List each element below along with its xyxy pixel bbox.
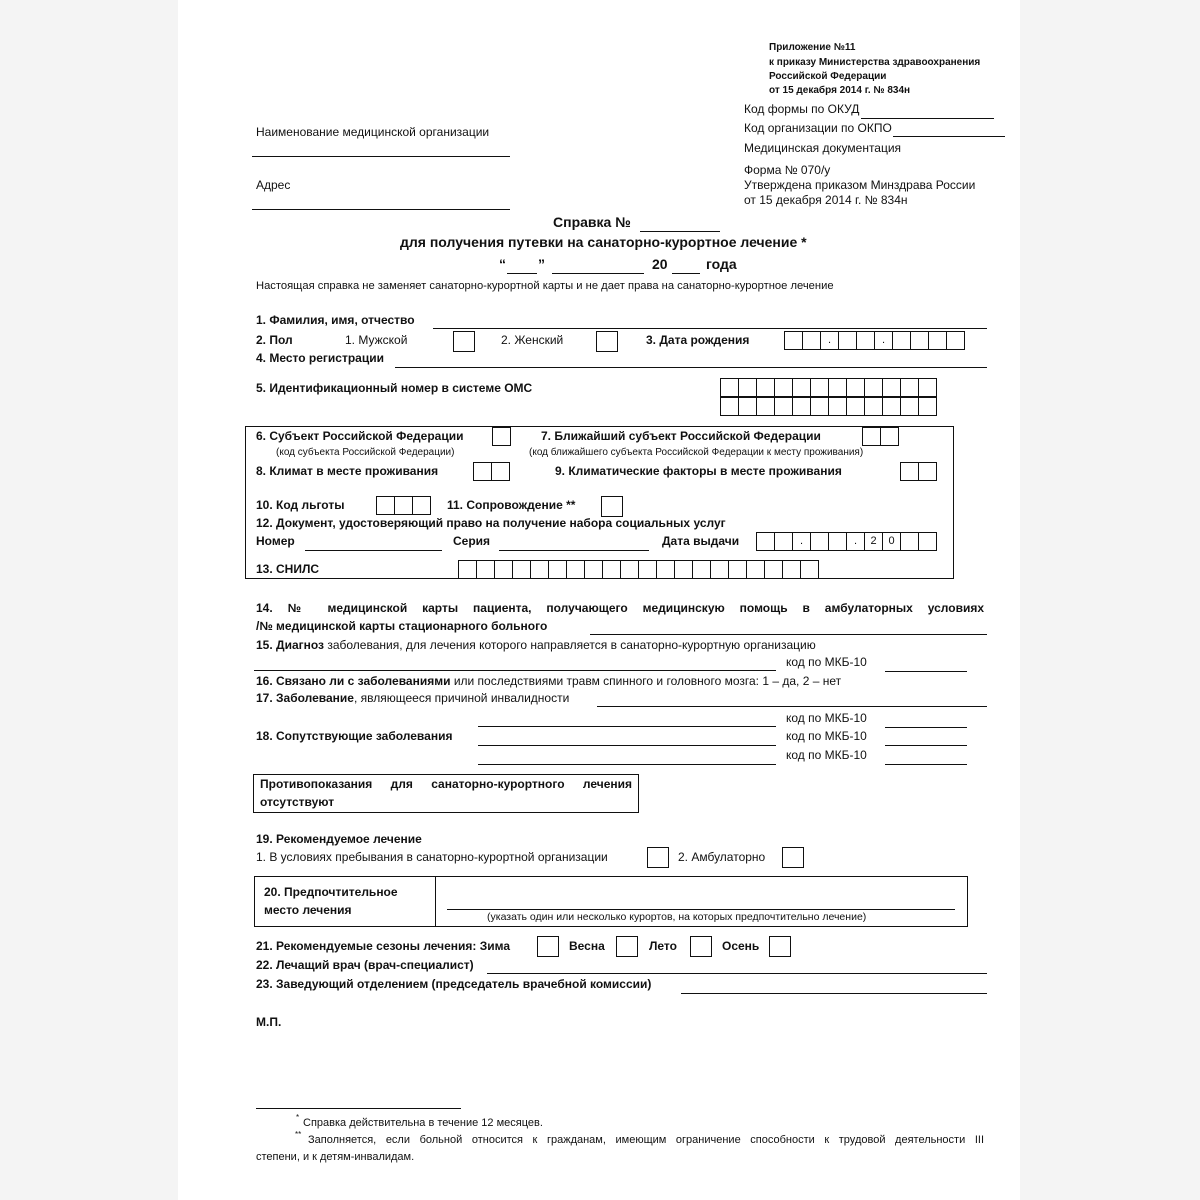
f22-label: 22. Лечащий врач (врач-специалист) xyxy=(256,958,474,972)
f23-label: 23. Заведующий отделением (председатель врачебной комиссии) xyxy=(256,977,652,991)
summer-checkbox[interactable] xyxy=(690,936,712,957)
cell[interactable] xyxy=(530,560,549,579)
cell[interactable]: . xyxy=(874,331,893,350)
fio-field[interactable] xyxy=(433,328,987,329)
preferred-place-divider xyxy=(435,877,436,926)
f12-series-label: Серия xyxy=(453,534,491,548)
f12-date-label: Дата выдачи xyxy=(662,534,740,548)
cell[interactable] xyxy=(800,560,819,579)
f11-label: 11. Сопровождение ** xyxy=(447,498,576,512)
appendix-line2: к приказу Министерства здравоохранения xyxy=(769,57,981,68)
cell[interactable] xyxy=(810,532,829,551)
year-field[interactable] xyxy=(672,273,700,274)
cell[interactable] xyxy=(864,396,883,416)
cell[interactable] xyxy=(710,560,729,579)
cell[interactable] xyxy=(828,378,847,398)
winter-checkbox[interactable] xyxy=(537,936,559,957)
cell[interactable] xyxy=(928,331,947,350)
approved-label: Утверждена приказом Минздрава России xyxy=(744,178,976,192)
cell[interactable] xyxy=(412,496,431,515)
sanatorium-checkbox[interactable] xyxy=(647,847,669,868)
mkb-label-17: код по МКБ-10 xyxy=(786,711,867,725)
concomitant-field-1[interactable] xyxy=(478,745,776,746)
cell[interactable] xyxy=(900,532,919,551)
cell[interactable] xyxy=(674,560,693,579)
cell[interactable] xyxy=(846,378,865,398)
oms-cells-row1[interactable] xyxy=(720,378,936,398)
footnote-star1: * xyxy=(296,1113,300,1122)
nearest-subject-cells[interactable] xyxy=(862,427,898,446)
med-docs-label: Медицинская документация xyxy=(744,141,902,155)
footnote-divider xyxy=(256,1108,461,1109)
cell[interactable] xyxy=(376,496,395,515)
f17-rest: , являющееся причиной инвалидности xyxy=(353,691,570,705)
mkb-field-18a[interactable] xyxy=(885,745,967,746)
cert-number-field[interactable] xyxy=(640,231,720,232)
f6-label: 6. Субъект Российской Федерации xyxy=(256,429,464,443)
f10-label: 10. Код льготы xyxy=(256,498,345,512)
cell[interactable] xyxy=(846,396,865,416)
document-number-field[interactable] xyxy=(305,550,442,551)
cell[interactable] xyxy=(918,378,937,398)
cell[interactable] xyxy=(810,378,829,398)
f4-label: 4. Место регистрации xyxy=(256,351,384,365)
org-name-label: Наименование медицинской организации xyxy=(256,125,490,139)
contra-line2: отсутствуют xyxy=(260,795,335,809)
cell[interactable] xyxy=(784,331,803,350)
f14-label-b: /№ медицинской карты стационарного больного xyxy=(256,619,548,633)
cell[interactable] xyxy=(656,560,675,579)
f19-opt2-label: 2. Амбулаторно xyxy=(678,850,766,864)
preferred-place-field[interactable] xyxy=(447,909,955,910)
f16-rest: или последствиями травм спинного и головного мозга: 1 – да, 2 – нет xyxy=(450,674,842,688)
cell[interactable] xyxy=(584,560,603,579)
concomitant-field-2[interactable] xyxy=(478,764,776,765)
cell[interactable] xyxy=(476,560,495,579)
cell[interactable] xyxy=(494,560,513,579)
f18-label: 18. Сопутствующие заболевания xyxy=(256,729,453,743)
registration-field[interactable] xyxy=(395,367,987,368)
disability-disease-field[interactable] xyxy=(597,706,987,707)
quote-close: ” xyxy=(538,256,545,272)
okud-label: Код формы по ОКУД xyxy=(744,102,860,116)
cell[interactable] xyxy=(918,532,937,551)
appendix-line3: Российской Федерации xyxy=(769,71,887,82)
cell[interactable] xyxy=(792,396,811,416)
okud-field[interactable] xyxy=(861,118,994,119)
f19-opt1-label: 1. В условиях пребывания в санаторно-курортной организации xyxy=(256,850,608,864)
cell[interactable] xyxy=(946,331,965,350)
cell[interactable] xyxy=(638,560,657,579)
f17-label xyxy=(256,692,569,706)
cell[interactable] xyxy=(900,396,919,416)
day-field[interactable] xyxy=(507,273,537,274)
cell[interactable] xyxy=(620,560,639,579)
cell[interactable] xyxy=(828,532,847,551)
cell[interactable] xyxy=(880,427,899,446)
snils-cells[interactable] xyxy=(458,560,818,579)
org-name-field[interactable] xyxy=(252,156,510,157)
document-series-field[interactable] xyxy=(499,550,649,551)
year-suffix: года xyxy=(706,256,737,272)
cell[interactable] xyxy=(900,462,919,481)
outpatient-checkbox[interactable] xyxy=(782,847,804,868)
contra-line1: Противопоказания для санаторно-курортного лечения xyxy=(260,777,632,791)
cell[interactable] xyxy=(810,396,829,416)
f7-label: 7. Ближайший субъект Российской Федерации xyxy=(541,429,821,443)
cell[interactable] xyxy=(864,378,883,398)
cell[interactable] xyxy=(738,378,757,398)
f17-bold: 17. Заболевание xyxy=(256,691,354,705)
cell[interactable] xyxy=(738,396,757,416)
cell[interactable] xyxy=(512,560,531,579)
cell[interactable] xyxy=(892,331,911,350)
footnote-text2-b: степени, и к детям-инвалидам. xyxy=(256,1151,415,1163)
mkb-field-18b[interactable] xyxy=(885,764,967,765)
cell[interactable] xyxy=(602,560,621,579)
cell[interactable] xyxy=(720,378,739,398)
cell[interactable] xyxy=(792,378,811,398)
head-field[interactable] xyxy=(681,993,987,994)
f8-label: 8. Климат в месте проживания xyxy=(256,464,439,478)
male-checkbox[interactable] xyxy=(453,331,475,352)
f14-label: 14. № медицинской карты пациента, получающего медицинскую помощь в амбулаторных условиях xyxy=(256,601,984,615)
mkb-label-18b: код по МКБ-10 xyxy=(786,748,867,762)
address-label: Адрес xyxy=(256,178,291,192)
cell[interactable] xyxy=(764,560,783,579)
cell[interactable] xyxy=(692,560,711,579)
cell[interactable] xyxy=(862,427,881,446)
cell[interactable] xyxy=(548,560,567,579)
f20-line1: 20. Предпочтительное xyxy=(264,885,398,899)
oms-cells-row2[interactable] xyxy=(720,396,936,416)
cell[interactable] xyxy=(756,396,775,416)
approved-date: от 15 декабря 2014 г. № 834н xyxy=(744,193,908,207)
cell[interactable] xyxy=(828,396,847,416)
disability-disease-field-2[interactable] xyxy=(478,726,776,727)
cell[interactable] xyxy=(492,427,511,446)
footnote-text2-a: Заполняется, если больной относится к гражданам, имеющим ограничение способности к трудовой деятельности III xyxy=(308,1134,984,1146)
f16-label xyxy=(256,675,841,689)
cell[interactable] xyxy=(900,378,919,398)
cell[interactable] xyxy=(394,496,413,515)
cell[interactable] xyxy=(918,462,937,481)
cell[interactable] xyxy=(746,560,765,579)
f5-label: 5. Идентификационный номер в системе ОМС xyxy=(256,381,533,395)
cell[interactable] xyxy=(774,532,793,551)
f20-hint: (указать один или несколько курортов, на которых предпочтительно лечение) xyxy=(487,911,867,923)
cell[interactable] xyxy=(774,378,793,398)
climate-factors-cells[interactable] xyxy=(900,462,936,481)
cell[interactable] xyxy=(918,396,937,416)
cell[interactable]: . xyxy=(820,331,839,350)
form-number: Форма № 070/у xyxy=(744,163,831,177)
quote-open: “ xyxy=(499,256,506,272)
appendix-line4: от 15 декабря 2014 г. № 834н xyxy=(769,85,911,96)
cell[interactable] xyxy=(782,560,801,579)
address-field[interactable] xyxy=(252,209,510,210)
cell[interactable] xyxy=(728,560,747,579)
subject-code-cells[interactable] xyxy=(492,427,510,446)
female-checkbox[interactable] xyxy=(596,331,618,352)
f9-label: 9. Климатические факторы в месте проживания xyxy=(555,464,842,478)
mkb-field-17[interactable] xyxy=(885,727,967,728)
f2-label: 2. Пол xyxy=(256,333,293,347)
cell[interactable] xyxy=(720,396,739,416)
climate-cells[interactable] xyxy=(473,462,509,481)
f2-male-label: 1. Мужской xyxy=(345,333,408,347)
f19-label: 19. Рекомендуемое лечение xyxy=(256,832,422,846)
cell[interactable] xyxy=(910,331,929,350)
f3-label: 3. Дата рождения xyxy=(646,333,750,347)
accompaniment-checkbox[interactable] xyxy=(601,496,623,517)
cell[interactable] xyxy=(566,560,585,579)
okpo-field[interactable] xyxy=(893,136,1005,137)
mkb-field-15[interactable] xyxy=(885,671,967,672)
title-line2: для получения путевки на санаторно-курортное лечение * xyxy=(400,234,807,250)
f2-female-label: 2. Женский xyxy=(501,333,564,347)
cell[interactable] xyxy=(882,378,901,398)
cell[interactable] xyxy=(491,462,510,481)
f16-bold: 16. Связано ли с заболеваниями xyxy=(256,674,451,688)
year-prefix: 20 xyxy=(652,256,668,272)
f6-hint: (код субъекта Российской Федерации) xyxy=(276,447,455,458)
f12-label: 12. Документ, удостоверяющий право на получение набора социальных услуг xyxy=(256,516,726,530)
f20-line2: место лечения xyxy=(264,903,352,917)
cell[interactable] xyxy=(756,378,775,398)
f13-label: 13. СНИЛС xyxy=(256,562,320,576)
notice-text: Настоящая справка не заменяет санаторно-курортной карты и не дает права на санаторно-курортное лечение xyxy=(256,280,834,292)
footnote-text1: Справка действительна в течение 12 месяцев. xyxy=(303,1117,543,1129)
stamp-label: М.П. xyxy=(256,1015,282,1029)
okpo-label: Код организации по ОКПО xyxy=(744,121,892,135)
cell[interactable]: . xyxy=(792,532,811,551)
appendix-line1: Приложение №11 xyxy=(769,42,856,53)
benefit-code-cells[interactable] xyxy=(376,496,430,515)
cell[interactable] xyxy=(882,396,901,416)
f7-hint: (код ближайшего субъекта Российской Федерации к месту проживания) xyxy=(529,447,864,458)
f21-label: 21. Рекомендуемые сезоны лечения: Зима xyxy=(256,939,511,953)
card-number-field[interactable] xyxy=(590,634,987,635)
cell[interactable] xyxy=(473,462,492,481)
cell[interactable] xyxy=(838,331,857,350)
cell[interactable] xyxy=(802,331,821,350)
f1-label: 1. Фамилия, имя, отчество xyxy=(256,313,415,327)
f15-label xyxy=(256,639,816,653)
doctor-field[interactable] xyxy=(487,973,987,974)
cell[interactable] xyxy=(774,396,793,416)
cell[interactable]: 2 xyxy=(864,532,883,551)
diagnosis-field[interactable] xyxy=(254,670,776,671)
autumn-label: Осень xyxy=(722,939,760,953)
cell[interactable] xyxy=(856,331,875,350)
month-field[interactable] xyxy=(552,273,644,274)
spring-checkbox[interactable] xyxy=(616,936,638,957)
f15-rest: заболевания, для лечения которого направляется в санаторно-курортную организацию xyxy=(324,638,816,652)
footnote-star2: ** xyxy=(295,1130,302,1139)
cell[interactable] xyxy=(458,560,477,579)
mkb-label-15: код по МКБ-10 xyxy=(786,655,867,669)
cell[interactable]: . xyxy=(846,532,865,551)
autumn-checkbox[interactable] xyxy=(769,936,791,957)
title-line1: Справка № xyxy=(553,214,631,230)
birthdate-cells[interactable] xyxy=(784,331,964,350)
mkb-label-18a: код по МКБ-10 xyxy=(786,729,867,743)
cell[interactable] xyxy=(756,532,775,551)
f15-bold: 15. Диагноз xyxy=(256,638,324,652)
f12-number-label: Номер xyxy=(256,534,295,548)
issue-date-cells[interactable] xyxy=(756,532,936,551)
summer-label: Лето xyxy=(649,939,677,953)
cell[interactable]: 0 xyxy=(882,532,901,551)
spring-label: Весна xyxy=(569,939,605,953)
